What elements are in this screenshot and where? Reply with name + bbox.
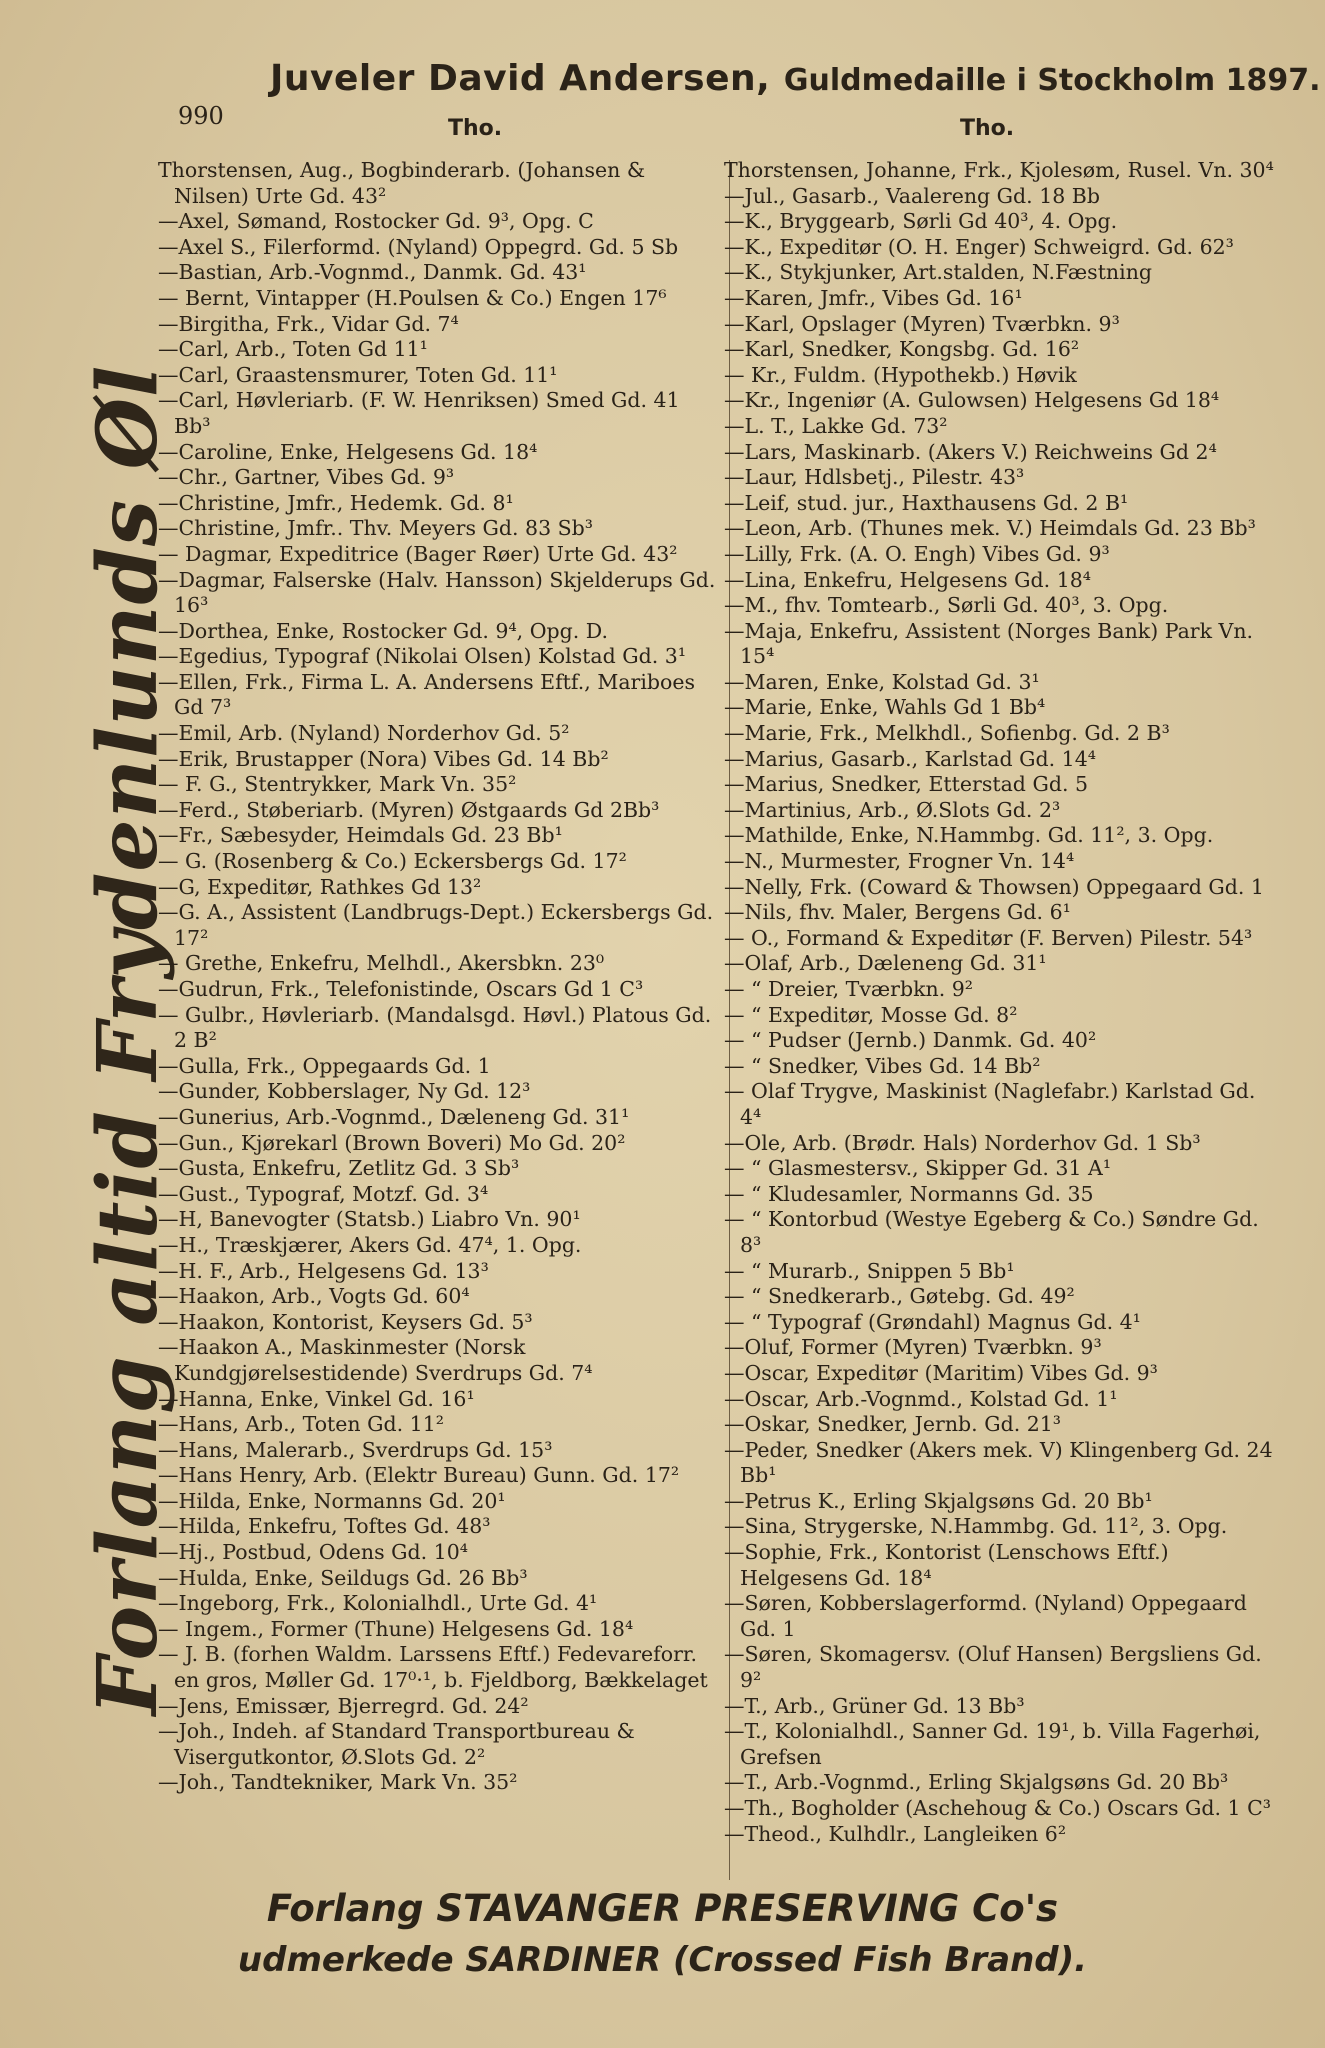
directory-entry: —Sophie, Frk., Kontorist (Lenschows Eftf.) Helgesens Gd. 18⁴ xyxy=(724,1540,1169,1590)
directory-entry: —Sina, Strygerske, N.Hammbg. Gd. 11², 3. Opg. xyxy=(724,1514,1228,1539)
directory-entry: —Ellen, Frk., Firma L. A. Andersens Eftf., Mariboes Gd 7³ xyxy=(158,669,696,720)
side-ad-text: Forlang altid Frydenlunds Øl xyxy=(80,364,176,1716)
directory-entry: —Hilda, Enke, Normanns Gd. 20¹ xyxy=(158,1488,506,1513)
directory-entry: —Søren, Skomagersv. (Oluf Hansen) Bergsliens Gd. 9² xyxy=(724,1642,1262,1693)
directory-entry: —Karen, Jmfr., Vibes Gd. 16¹ xyxy=(724,285,1023,310)
directory-entry: —Jul., Gasarb., Vaalereng Gd. 18 Bb xyxy=(724,183,1100,208)
directory-entry: —G. A., Assistent (Landbrugs-Dept.) Eckersbergs Gd. 17² xyxy=(158,900,714,950)
directory-entry: —Egedius, Typograf (Nikolai Olsen) Kolstad Gd. 3¹ xyxy=(158,644,687,669)
directory-entry: —Oscar, Expeditør (Maritim) Vibes Gd. 9³ xyxy=(724,1360,1158,1385)
directory-entry: —Karl, Opslager (Myren) Tværbkn. 9³ xyxy=(724,311,1120,336)
directory-entry: — Olaf Trygve, Maskinist (Naglefabr.) Karlstad Gd. 4⁴ xyxy=(724,1079,1256,1129)
directory-entry: —Gusta, Enkefru, Zetlitz Gd. 3 Sb³ xyxy=(158,1156,520,1181)
directory-entry: —Haakon, Arb., Vogts Gd. 60⁴ xyxy=(158,1284,470,1309)
directory-entry: —Caroline, Enke, Helgesens Gd. 18⁴ xyxy=(158,439,538,464)
directory-entry: —Petrus K., Erling Skjalgsøns Gd. 20 Bb¹ xyxy=(724,1488,1153,1513)
directory-entry: —G, Expeditør, Rathkes Gd 13² xyxy=(158,874,482,899)
directory-entry: —H., Træskjærer, Akers Gd. 47⁴, 1. Opg. xyxy=(158,1232,582,1257)
directory-entry: —H, Banevogter (Statsb.) Liabro Vn. 90¹ xyxy=(158,1207,581,1232)
directory-entry: —Carl, Høvleriarb. (F. W. Henriksen) Smed Gd. 41 Bb³ xyxy=(158,388,680,438)
directory-entry: —Lars, Maskinarb. (Akers V.) Reichweins Gd 2⁴ xyxy=(724,439,1217,464)
directory-entry: —Haakon, Kontorist, Keysers Gd. 5³ xyxy=(158,1309,533,1334)
directory-entry: —Martinius, Arb., Ø.Slots Gd. 2³ xyxy=(724,797,1061,822)
directory-entry: —Hj., Postbud, Odens Gd. 10⁴ xyxy=(158,1540,468,1565)
directory-entry: —Carl, Arb., Toten Gd 11¹ xyxy=(158,337,428,362)
directory-entry: —Fr., Sæbesyder, Heimdals Gd. 23 Bb¹ xyxy=(158,823,563,848)
directory-entry: —K., Bryggearb, Sørli Gd 40³, 4. Opg. xyxy=(724,209,1118,234)
directory-entry: —Ferd., Støberiarb. (Myren) Østgaards Gd 2Bb³ xyxy=(158,797,660,822)
directory-entry: — “ Dreier, Tværbkn. 9² xyxy=(724,977,974,1001)
directory-entry: — G. (Rosenberg & Co.) Eckersbergs Gd. 17² xyxy=(158,849,627,874)
directory-entry: —Christine, Jmfr.. Thv. Meyers Gd. 83 Sb³ xyxy=(158,516,594,541)
running-head-left: Tho. xyxy=(448,116,503,141)
directory-entry: —T., Kolonialhdl., Sanner Gd. 19¹, b. Villa Fagerhøi, Grefsen xyxy=(724,1719,1261,1769)
directory-entry: —Oluf, Former (Myren) Tværbkn. 9³ xyxy=(724,1335,1102,1360)
directory-entry: — “ Typograf (Grøndahl) Magnus Gd. 4¹ xyxy=(724,1309,1141,1334)
directory-entry: —Jens, Emissær, Bjerregrd. Gd. 24² xyxy=(158,1693,529,1718)
directory-entry: —Hans, Malerarb., Sverdrups Gd. 15³ xyxy=(158,1437,553,1462)
directory-entry: —Karl, Snedker, Kongsbg. Gd. 16² xyxy=(724,337,1080,362)
directory-entry: —Hans Henry, Arb. (Elektr Bureau) Gunn. Gd. 17² xyxy=(158,1463,680,1488)
directory-entry: —Axel S., Filerformd. (Nyland) Oppegrd. Gd. 5 Sb xyxy=(158,234,679,259)
directory-entry: — Ingem., Former (Thune) Helgesens Gd. 18⁴ xyxy=(158,1616,634,1641)
directory-entry: —Carl, Graastensmurer, Toten Gd. 11¹ xyxy=(158,362,558,387)
directory-entry: — Dagmar, Expeditrice (Bager Røer) Urte Gd. 43² xyxy=(158,541,678,566)
directory-entry: —K., Stykjunker, Art.stalden, N.Fæstning xyxy=(724,260,1153,285)
directory-entry: —Hans, Arb., Toten Gd. 11² xyxy=(158,1412,444,1437)
directory-entry: —Maren, Enke, Kolstad Gd. 3¹ xyxy=(724,669,1040,694)
directory-entry: —Lilly, Frk. (A. O. Engh) Vibes Gd. 9³ xyxy=(724,541,1110,566)
directory-entry: —Hanna, Enke, Vinkel Gd. 16¹ xyxy=(158,1386,475,1411)
directory-entry: —Marie, Enke, Wahls Gd 1 Bb⁴ xyxy=(724,695,1046,720)
directory-entry: —Joh., Indeh. af Standard Transportbureau & Visergutkontor, Ø.Slots Gd. 2² xyxy=(158,1719,635,1769)
directory-entry: — “ Murarb., Snippen 5 Bb¹ xyxy=(724,1258,1015,1283)
directory-entry: — F. G., Stentrykker, Mark Vn. 35² xyxy=(158,772,517,797)
directory-entry: —Nils, fhv. Maler, Bergens Gd. 6¹ xyxy=(724,900,1071,925)
directory-entry: —Christine, Jmfr., Hedemk. Gd. 8¹ xyxy=(158,490,514,515)
directory-entry: —K., Expeditør (O. H. Enger) Schweigrd. Gd. 62³ xyxy=(724,234,1234,259)
directory-entry: —Birgitha, Frk., Vidar Gd. 7⁴ xyxy=(158,311,459,336)
directory-entry: —Oscar, Arb.-Vognmd., Kolstad Gd. 1¹ xyxy=(724,1386,1118,1411)
directory-entry: — “ Snedkerarb., Gøtebg. Gd. 49² xyxy=(724,1284,1075,1309)
directory-entry: —Theod., Kulhdlr., Langleiken 6² xyxy=(724,1821,1067,1846)
directory-entry: —Marie, Frk., Melkhdl., Sofienbg. Gd. 2 B³ xyxy=(724,721,1170,746)
directory-entry: —Maja, Enkefru, Assistent (Norges Bank) Park Vn. 15⁴ xyxy=(724,618,1254,669)
directory-entry: Thorstensen, Aug., Bogbinderarb. (Johansen & Nilsen) Urte Gd. 43² xyxy=(158,158,646,208)
directory-entry: —Oskar, Snedker, Jernb. Gd. 21³ xyxy=(724,1412,1062,1437)
directory-entry: —H. F., Arb., Helgesens Gd. 13³ xyxy=(158,1258,489,1283)
directory-entry: — Bernt, Vintapper (H.Poulsen & Co.) Engen 17⁶ xyxy=(158,285,667,310)
directory-entry: —Hilda, Enkefru, Toftes Gd. 48³ xyxy=(158,1514,491,1539)
directory-entry: —Peder, Snedker (Akers mek. V) Klingenberg Gd. 24 Bb¹ xyxy=(724,1437,1273,1488)
directory-entry: —Th., Bogholder (Aschehoug & Co.) Oscars Gd. 1 C³ xyxy=(724,1796,1271,1820)
directory-entry: —Kr., Ingeniør (A. Gulowsen) Helgesens Gd 18⁴ xyxy=(724,388,1220,413)
directory-entry: — O., Formand & Expeditør (F. Berven) Pilestr. 54³ xyxy=(724,925,1253,950)
directory-entry: —Bastian, Arb.-Vognmd., Danmk. Gd. 43¹ xyxy=(158,260,587,285)
directory-entry: — J. B. (forhen Waldm. Larssens Eftf.) Fedevareforr. en gros, Møller Gd. 17⁰·¹, b. Fjeldborg, Bækkelaget xyxy=(158,1642,708,1693)
directory-entry: —Gun., Kjørekarl (Brown Boveri) Mo Gd. 20² xyxy=(158,1130,626,1155)
directory-entry: —Mathilde, Enke, N.Hammbg. Gd. 11², 3. Opg. xyxy=(724,823,1214,848)
directory-entry: —Leon, Arb. (Thunes mek. V.) Heimdals Gd. 23 Bb³ xyxy=(724,516,1256,541)
directory-entry: —Gudrun, Frk., Telefonistinde, Oscars Gd 1 C³ xyxy=(158,977,644,1001)
directory-entry: —Erik, Brustapper (Nora) Vibes Gd. 14 Bb² xyxy=(158,746,609,771)
right-column xyxy=(724,158,1274,1847)
directory-entry: — Kr., Fuldm. (Hypothekb.) Høvik xyxy=(724,362,1077,387)
directory-entry: —Emil, Arb. (Nyland) Norderhov Gd. 5² xyxy=(158,721,570,746)
directory-entry: — “ Snedker, Vibes Gd. 14 Bb² xyxy=(724,1053,1041,1078)
directory-entry: —N., Murmester, Frogner Vn. 14⁴ xyxy=(724,849,1075,874)
directory-entry: —Søren, Kobberslagerformd. (Nyland) Oppegaard Gd. 1 xyxy=(724,1591,1247,1641)
directory-entry: —L. T., Lakke Gd. 73² xyxy=(724,413,948,438)
directory-entry: — “ Kontorbud (Westye Egeberg & Co.) Søndre Gd. 8³ xyxy=(724,1207,1259,1257)
header-ad-main: Juveler David Andersen, xyxy=(270,58,771,99)
directory-entry: —Dagmar, Falserske (Halv. Hansson) Skjelderups Gd. 16³ xyxy=(158,567,716,618)
directory-entry: — Gulbr., Høvleriarb. (Mandalsgd. Høvl.) Platous Gd. 2 B² xyxy=(158,1002,712,1053)
directory-entry: —Ingeborg, Frk., Kolonialhdl., Urte Gd. 4¹ xyxy=(158,1591,598,1616)
header-advertisement xyxy=(270,58,1321,99)
directory-entry: —Marius, Snedker, Etterstad Gd. 5 xyxy=(724,772,1089,797)
directory-entry: —M., fhv. Tomtearb., Sørli Gd. 40³, 3. Opg. xyxy=(724,593,1169,618)
directory-entry: —Lina, Enkefru, Helgesens Gd. 18⁴ xyxy=(724,567,1092,592)
directory-entry: —Axel, Sømand, Rostocker Gd. 9³, Opg. C xyxy=(158,209,594,234)
page-number: 990 xyxy=(178,102,224,130)
directory-entry: — “ Kludesamler, Normanns Gd. 35 xyxy=(724,1181,1094,1206)
directory-entry: —Hulda, Enke, Seildugs Gd. 26 Bb³ xyxy=(158,1565,528,1590)
directory-entry: — Grethe, Enkefru, Melhdl., Akersbkn. 23⁰ xyxy=(158,951,605,976)
directory-entry: Thorstensen, Johanne, Frk., Kjolesøm, Rusel. Vn. 30⁴ xyxy=(724,158,1274,182)
directory-entry: —Dorthea, Enke, Rostocker Gd. 9⁴, Opg. D. xyxy=(158,618,609,643)
directory-entry: —Gunder, Kobberslager, Ny Gd. 12³ xyxy=(158,1079,531,1104)
directory-entry: — “ Expeditør, Mosse Gd. 8² xyxy=(724,1002,1018,1027)
footer-ad-line-1: Forlang STAVANGER PRESERVING Co's xyxy=(266,1887,1059,1930)
directory-entry: —Marius, Gasarb., Karlstad Gd. 14⁴ xyxy=(724,746,1096,771)
directory-entry: —Laur, Hdlsbetj., Pilestr. 43³ xyxy=(724,465,1025,490)
directory-entry: — “ Pudser (Jernb.) Danmk. Gd. 40² xyxy=(724,1028,1097,1053)
directory-entry: —T., Arb., Grüner Gd. 13 Bb³ xyxy=(724,1693,1025,1718)
footer-ad-line-2: udmerkede SARDINER (Crossed Fish Brand). xyxy=(237,1940,1088,1980)
directory-entry: —Nelly, Frk. (Coward & Thowsen) Oppegaard Gd. 1 xyxy=(724,874,1264,899)
header-ad-sub: Guldmedaille i Stockholm 1897. xyxy=(783,63,1321,98)
directory-entry: —Olaf, Arb., Dæleneng Gd. 31¹ xyxy=(724,951,1047,976)
directory-entry: —Gunerius, Arb.-Vognmd., Dæleneng Gd. 31¹ xyxy=(158,1104,630,1129)
directory-entry: —T., Arb.-Vognmd., Erling Skjalgsøns Gd. 20 Bb³ xyxy=(724,1770,1229,1795)
left-column xyxy=(158,158,718,1796)
directory-entry: —Ole, Arb. (Brødr. Hals) Norderhov Gd. 1 Sb³ xyxy=(724,1130,1201,1155)
directory-entry: —Joh., Tandtekniker, Mark Vn. 35² xyxy=(158,1770,518,1795)
directory-entry: — “ Glasmestersv., Skipper Gd. 31 A¹ xyxy=(724,1156,1112,1181)
directory-entry: —Leif, stud. jur., Haxthausens Gd. 2 B¹ xyxy=(724,490,1129,515)
directory-entry: —Haakon A., Maskinmester (Norsk Kundgjørelsestidende) Sverdrups Gd. 7⁴ xyxy=(158,1335,593,1385)
directory-entry: —Gulla, Frk., Oppegaards Gd. 1 xyxy=(158,1053,491,1078)
directory-entry: —Chr., Gartner, Vibes Gd. 9³ xyxy=(158,465,455,490)
running-head-right: Tho. xyxy=(960,116,1015,141)
directory-entry: —Gust., Typograf, Motzf. Gd. 3⁴ xyxy=(158,1181,489,1206)
